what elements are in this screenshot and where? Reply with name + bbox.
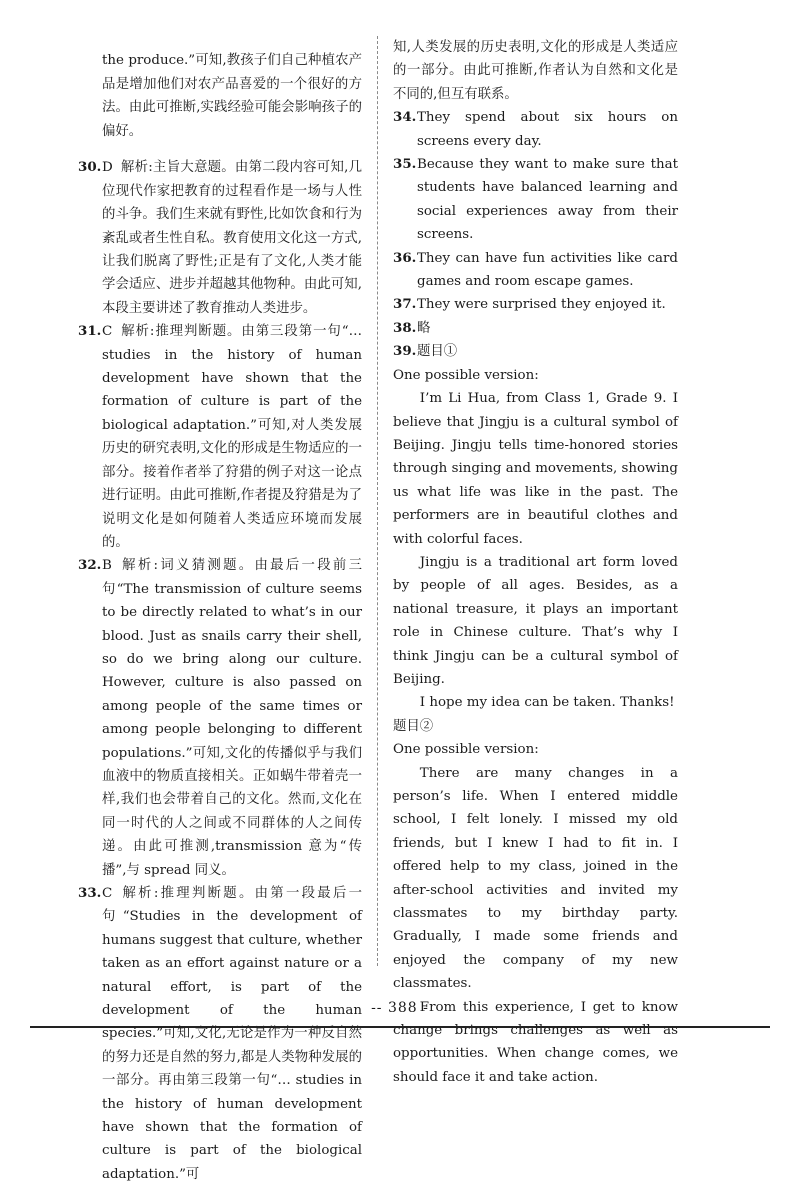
item-number: 33. [78,885,102,901]
item-answer: Because they want to make sure that students have balanced learning and social experiences away from their screens. [417,157,678,243]
item-number: 31. [78,323,102,340]
item-answer: They can have fun activities like card games and room escape games. [417,250,678,290]
column-divider [377,36,378,966]
item-answer: 略 [417,320,431,336]
essay-2-paragraph-1: There are many changes in a person’s life. When I entered middle school, I felt lonely. I missed my old friends, but I knew I had to fit in. I offered help to my class, joined in the after-school activities and invited my classmates to my birthday party. Gradually, I made some friends and enjoyed the company of my new classmates. [393,765,678,992]
essay-1-paragraph-2: Jingju is a traditional art form loved by people of all ages. Besides, as a national treasure, it plays an important role in Chinese culture. That’s why I think Jingju can be a cultural symbol of Beijing. [393,554,678,687]
answer-letter: C [102,886,113,901]
answer-letter: B [102,558,112,574]
page-number: -- 388 - [371,1000,429,1016]
answer-item-32 [78,554,362,882]
item-number: 34. [393,109,417,126]
answer-item-36 [393,247,678,294]
essay-1-paragraph-1: I’m Li Hua, from Class 1, Grade 9. I believe that Jingju is a cultural symbol of Beijing. Jingju tells time-honored stories through singing and movements, showing us what life was like in the past. The performers are in beautiful clothes and with colorful faces. [393,391,678,547]
essay-1-paragraph-3: I hope my idea can be taken. Thanks! [419,695,675,711]
answer-item-33 [78,882,362,1186]
essay-2-paragraph-2: From this experience, I get to know change brings challenges as well as opportunities. When change comes, we should face it and take action. [393,999,678,1085]
item-number: 35. [393,156,417,173]
answer-item-37 [393,293,678,316]
item-number: 39. [393,343,417,360]
bottom-rule [30,1026,770,1028]
item-number: 38. [393,319,417,336]
item-number: 30. [78,159,102,176]
topic-2-label: 题目② [393,718,434,734]
right-continuation-text: 知,人类发展的历史表明,文化的形成是人类适应的一部分。由此可推断,作者认为自然和文化是不同的,但互有联系。 [393,40,678,102]
item-answer: They were surprised they enjoyed it. [417,297,666,313]
item-explanation: 解析:主旨大意题。由第二段内容可知,几位现代作家把教育的过程看作是一场与人性的斗争。我们生来就有野性,比如饮食和行为紊乱或者生性自私。教育使用文化这一方式,让我们脱离了野性;正是有了文化,人类才能学会适应、进步并超越其他物种。由此可知,本段主要讲述了教育推动人类进步。 [102,160,362,316]
item-number: 36. [393,249,417,266]
version-label: One possible version: [393,367,539,383]
item-number: 32. [78,557,102,574]
answer-item-31 [78,320,362,554]
topic-1-label: 题目① [417,344,458,360]
answer-item-38 [393,317,678,340]
version-label-2: One possible version: [393,742,539,758]
item-explanation: 解析:推理判断题。由第一段最后一句“Studies in the development of humans suggest that culture, whether taken as an effort against nature or a natural effort, is part of the development of the human species.”可知,文化,无论是作为一种反自然的努力还是自然的努力,都是人类物种发展的一部分。再由第三段第一句“… studies in the history of human development have shown that the formation of culture is part of the biological adaptation.”可 [102,886,362,1182]
item-explanation: 解析:推理判断题。由第三段第一句“… studies in the history of human development have shown that the formation of culture is part of the biological adaptation.”可知,对人类发展历史的研究表明,文化的形成是生物适应的一部分。接着作者举了狩猎的例子对这一论点进行证明。由此可推断,作者提及狩猎是为了说明文化是如何随着人类适应环境而发展的。 [102,324,362,550]
left-column [78,36,362,1182]
answer-letter: D [102,160,113,176]
answer-item-34 [393,106,678,153]
answer-item-30 [78,156,362,320]
answer-item-35 [393,153,678,247]
answer-item-39 [393,340,678,363]
item-explanation: 解析:词义猜测题。由最后一段前三句“The transmission of culture seems to be directly related to what’s in our blood. Just as snails carry their shell, so do we bring along our culture. However, culture is also passed on among people of the same times or among people belonging to different populations.”可知,文化的传播似乎与我们血液中的物质直接相关。正如蜗牛带着壳一样,我们也会带着自己的文化。然而,文化在同一时代的人之间或不同群体的人之间传递。由此可推测,transmission 意为“传播”,与 spread 同义。 [102,558,362,878]
item-answer: They spend about six hours on screens every day. [417,110,678,149]
answer-letter: C [102,324,113,340]
left-intro-text: the produce.”可知,教孩子们自己种植农产品是增加他们对农产品喜爱的一个很好的方法。由此可推断,实践经验可能会影响孩子的偏好。 [102,53,362,139]
item-number: 37. [393,296,417,313]
